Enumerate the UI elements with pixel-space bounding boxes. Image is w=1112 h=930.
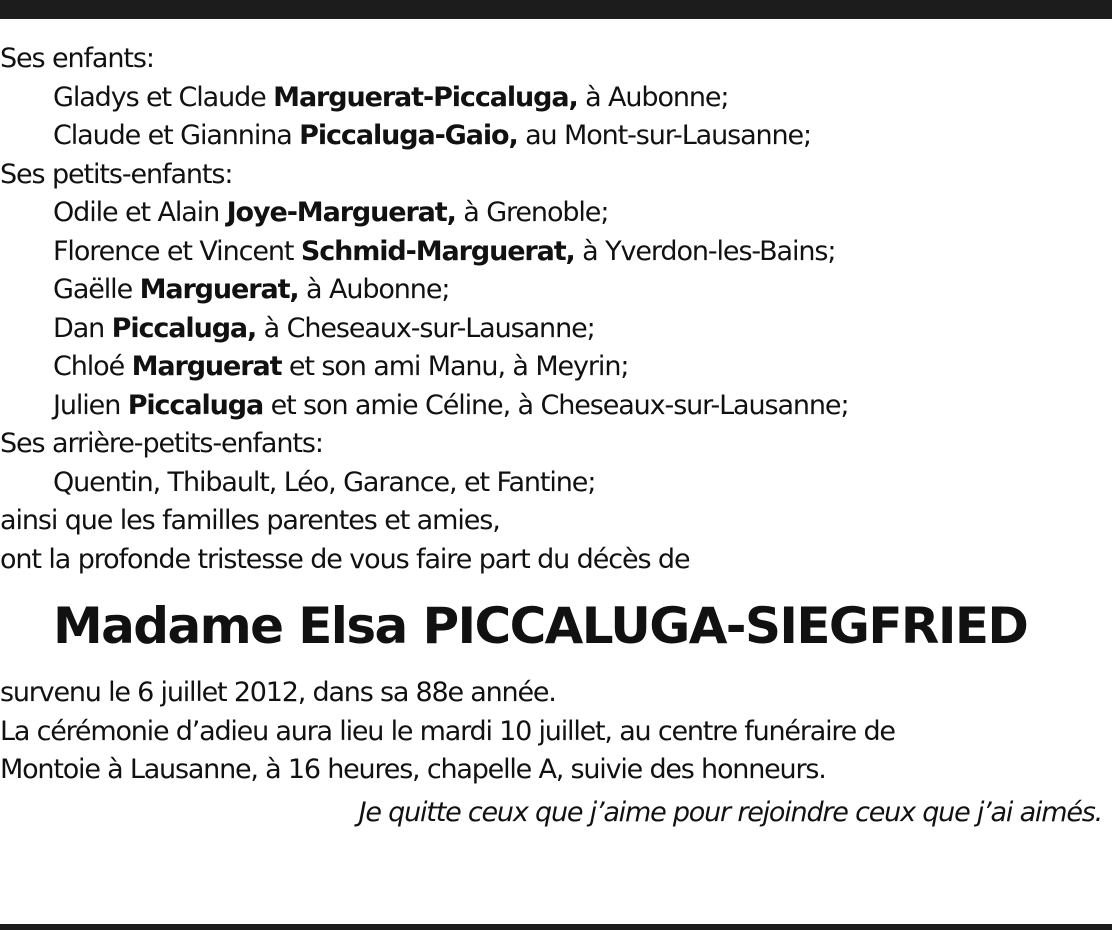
grandchild-entry xyxy=(0,387,1112,426)
great-grandchildren-list: Quentin, Thibault, Léo, Garance, et Fantine; xyxy=(53,466,596,498)
grandchild-entry xyxy=(0,271,1112,310)
grandchild-given-names: Julien xyxy=(53,389,128,421)
grandchild-given-names: Florence et Vincent xyxy=(53,235,301,267)
grandchild-location: à Grenoble; xyxy=(455,197,609,228)
announcement-line: ont la profonde tristesse de vous faire part du décès de xyxy=(0,543,690,575)
closing-quote: Je quitte ceux que j’aime pour rejoindre ceux que j’ai aimés. xyxy=(358,796,1102,828)
child-family-name: Piccaluga-Gaio, xyxy=(299,120,518,151)
child-location: au Mont-sur-Lausanne; xyxy=(517,120,812,151)
grandchild-location: à Yverdon-les-Bains; xyxy=(574,235,836,267)
grandchild-entry xyxy=(0,233,1112,272)
grandchild-family-name: Piccaluga, xyxy=(111,312,257,344)
grandchild-location: à Aubonne; xyxy=(298,274,450,305)
child-entry xyxy=(0,117,1112,156)
child-family-name: Marguerat-Piccaluga, xyxy=(273,81,578,113)
grandchild-family-name: Marguerat xyxy=(131,351,282,382)
death-date-line: survenu le 6 juillet 2012, dans sa 88e année. xyxy=(0,677,556,708)
grandchild-family-name: Joye-Marguerat, xyxy=(226,197,456,228)
families-line: ainsi que les familles parentes et amies, xyxy=(0,505,500,536)
grandchild-given-names: Gaëlle xyxy=(53,274,140,305)
grandchild-location: et son amie Céline, à Cheseaux-sur-Lausanne; xyxy=(263,389,849,421)
bottom-border-rule xyxy=(0,924,1112,930)
ceremony-line-continued: Montoie à Lausanne, à 16 heures, chapelle A, suivie des honneurs. xyxy=(0,754,826,785)
grandchild-entry xyxy=(0,310,1112,349)
child-given-names: Claude et Giannina xyxy=(53,120,300,151)
grandchild-location: et son ami Manu, à Meyrin; xyxy=(281,351,629,382)
child-entry xyxy=(0,79,1112,118)
heading-grandchildren: Ses petits-enfants: xyxy=(0,158,233,190)
grandchild-location: à Cheseaux-sur-Lausanne; xyxy=(256,312,595,344)
grandchild-family-name: Piccaluga xyxy=(127,389,264,421)
grandchild-entry xyxy=(0,348,1112,387)
grandchild-family-name: Marguerat, xyxy=(139,274,299,305)
ceremony-details xyxy=(0,674,1112,832)
obituary-notice xyxy=(0,40,1112,832)
grandchild-given-names: Odile et Alain xyxy=(53,197,227,228)
grandchild-given-names: Chloé xyxy=(53,351,132,382)
ceremony-line: La cérémonie d’adieu aura lieu le mardi 10 juillet, au centre funéraire de xyxy=(0,715,895,747)
heading-children: Ses enfants: xyxy=(0,43,154,74)
child-given-names: Gladys et Claude xyxy=(53,81,274,113)
grandchild-given-names: Dan xyxy=(53,312,112,344)
heading-great-grandchildren: Ses arrière-petits-enfants: xyxy=(0,428,323,459)
grandchild-entry xyxy=(0,194,1112,233)
grandchild-family-name: Schmid-Marguerat, xyxy=(300,235,575,267)
deceased-name: Madame Elsa PICCALUGA-SIEGFRIED xyxy=(53,597,1028,655)
child-location: à Aubonne; xyxy=(577,81,729,113)
top-border-rule xyxy=(0,0,1112,19)
